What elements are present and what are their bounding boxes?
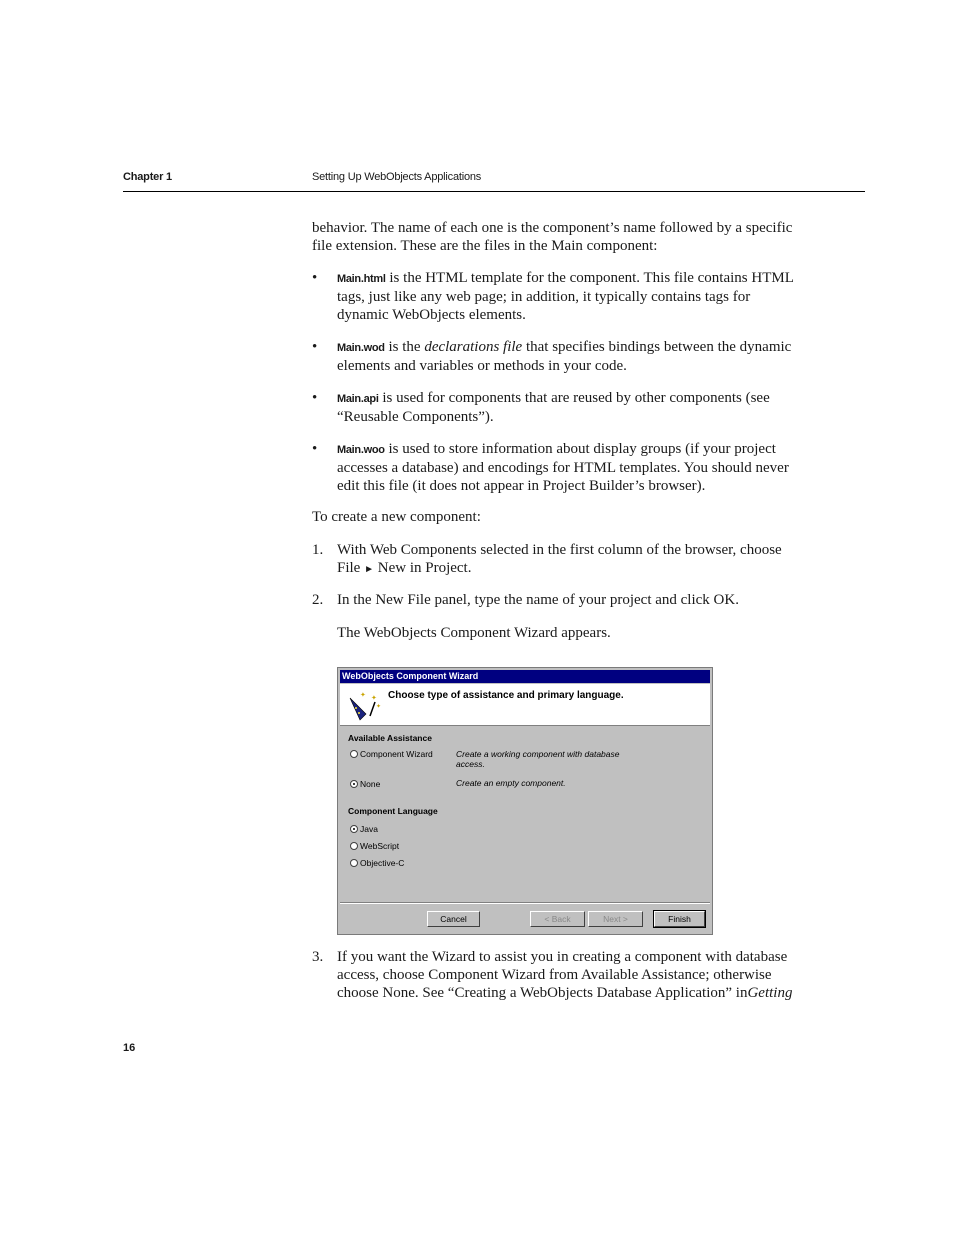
header-rule [123, 191, 865, 192]
radio-button-icon[interactable] [350, 859, 358, 867]
svg-text:✦: ✦ [360, 691, 366, 699]
code-main-wod: Main.wod [337, 342, 385, 354]
step-3 [312, 948, 802, 1002]
page-number: 16 [123, 1042, 136, 1054]
wizard-hat-icon [346, 688, 382, 722]
none-description: Create an empty component. [456, 778, 566, 788]
dialog-title-bar: WebObjects Component Wizard [340, 670, 710, 683]
running-header-title: Setting Up WebObjects Applications [312, 171, 482, 183]
bullet-marker: • [312, 441, 318, 457]
radio-button-icon[interactable] [350, 750, 358, 758]
step-1 [312, 541, 802, 579]
list-item-pre: is the [384, 339, 425, 355]
intro-paragraph: behavior. The name of each one is the component’s name followed by a specific file extension. These are the files in the Main component: [312, 220, 793, 254]
code-main-api: Main.api [337, 393, 379, 405]
list-item-text [337, 440, 802, 495]
bullet-marker: • [312, 339, 318, 355]
menu-arrow-icon: ► [364, 564, 374, 575]
code-main-html: Main.html [337, 273, 386, 285]
radio-none[interactable] [350, 779, 380, 789]
radio-label: Component Wizard [360, 749, 433, 759]
emphasis-getting: Getting [747, 985, 793, 1001]
radio-objective-c[interactable] [350, 858, 404, 868]
step-line: access, choose Component Wizard from Available Assistance; otherwise [337, 967, 772, 983]
list-item-text [337, 389, 802, 426]
radio-label: None [360, 779, 381, 789]
list-item-main-api [312, 389, 802, 426]
list-item-line: is the HTML template for the component. This file contains [385, 270, 748, 286]
radio-button-selected-icon[interactable] [350, 825, 358, 833]
menu-new-in-project: New in Project. [374, 560, 472, 576]
radio-button-selected-icon[interactable] [350, 780, 358, 788]
list-item-main-html [312, 269, 802, 324]
dialog-heading: Choose type of assistance and primary language. [388, 690, 624, 701]
finish-button[interactable]: Finish [654, 911, 705, 927]
dialog-separator [340, 902, 710, 904]
component-language-label: Component Language [348, 806, 438, 816]
svg-text:✦: ✦ [371, 694, 377, 702]
radio-label: WebScript [360, 841, 400, 851]
list-item-text [337, 269, 802, 324]
step-text [337, 948, 802, 1002]
list-item-main-wod [312, 338, 802, 375]
cancel-button[interactable]: Cancel [427, 911, 480, 927]
step-number: 1. [312, 542, 324, 558]
code-main-woo: Main.woo [337, 444, 385, 456]
svg-text:✦: ✦ [376, 703, 382, 710]
step-text: In the New File panel, type the name of your project and click OK. [337, 592, 739, 608]
list-item-main-woo [312, 440, 802, 495]
component-wizard-description: Create a working component with database access. [456, 749, 620, 769]
radio-component-wizard[interactable] [350, 749, 433, 759]
emphasis-declarations-file: declarations file [424, 339, 523, 355]
back-button[interactable]: < Back [530, 911, 585, 927]
wizard-appears-paragraph: The WebObjects Component Wizard appears. [337, 625, 611, 641]
bullet-marker: • [312, 390, 318, 406]
step-number: 3. [312, 949, 324, 965]
list-item-rest: HTML tags, just like any web page; in addition, it typically contains tags for dynamic WebObjects elements. [337, 270, 794, 323]
list-item-post: that specifies bindings between the dynamic elements and variables or methods in your code. [337, 339, 792, 374]
radio-java[interactable] [350, 824, 378, 834]
list-item-body: is used for components that are reused by other components (see “Reusable Components”). [337, 390, 770, 425]
radio-label: Objective-C [360, 858, 405, 868]
available-assistance-label: Available Assistance [348, 733, 432, 743]
radio-webscript[interactable] [350, 841, 399, 851]
step-line: choose None. See “Creating a WebObjects Database Application” in [337, 985, 748, 1001]
radio-button-icon[interactable] [350, 842, 358, 850]
radio-label: Java [360, 824, 378, 834]
dialog-header-panel [340, 684, 710, 726]
to-create-paragraph: To create a new component: [312, 509, 481, 525]
step-2 [312, 591, 802, 609]
list-item-text [337, 338, 802, 375]
bullet-marker: • [312, 270, 318, 286]
step-line: With Web Components selected in the first column of the browser, choose [337, 542, 782, 558]
step-line: If you want the Wizard to assist you in creating a component with database [337, 949, 788, 965]
component-wizard-dialog [337, 667, 713, 935]
step-text [337, 541, 802, 579]
menu-file: File [337, 560, 361, 576]
list-item-body: is used to store information about display groups (if your project accesses a database) and encodings for HTML templates. You should never edit this file (it does not appear in Project Builder’s browser). [337, 441, 789, 494]
next-button[interactable]: Next > [588, 911, 643, 927]
step-number: 2. [312, 592, 324, 608]
running-header-chapter: Chapter 1 [123, 171, 172, 183]
